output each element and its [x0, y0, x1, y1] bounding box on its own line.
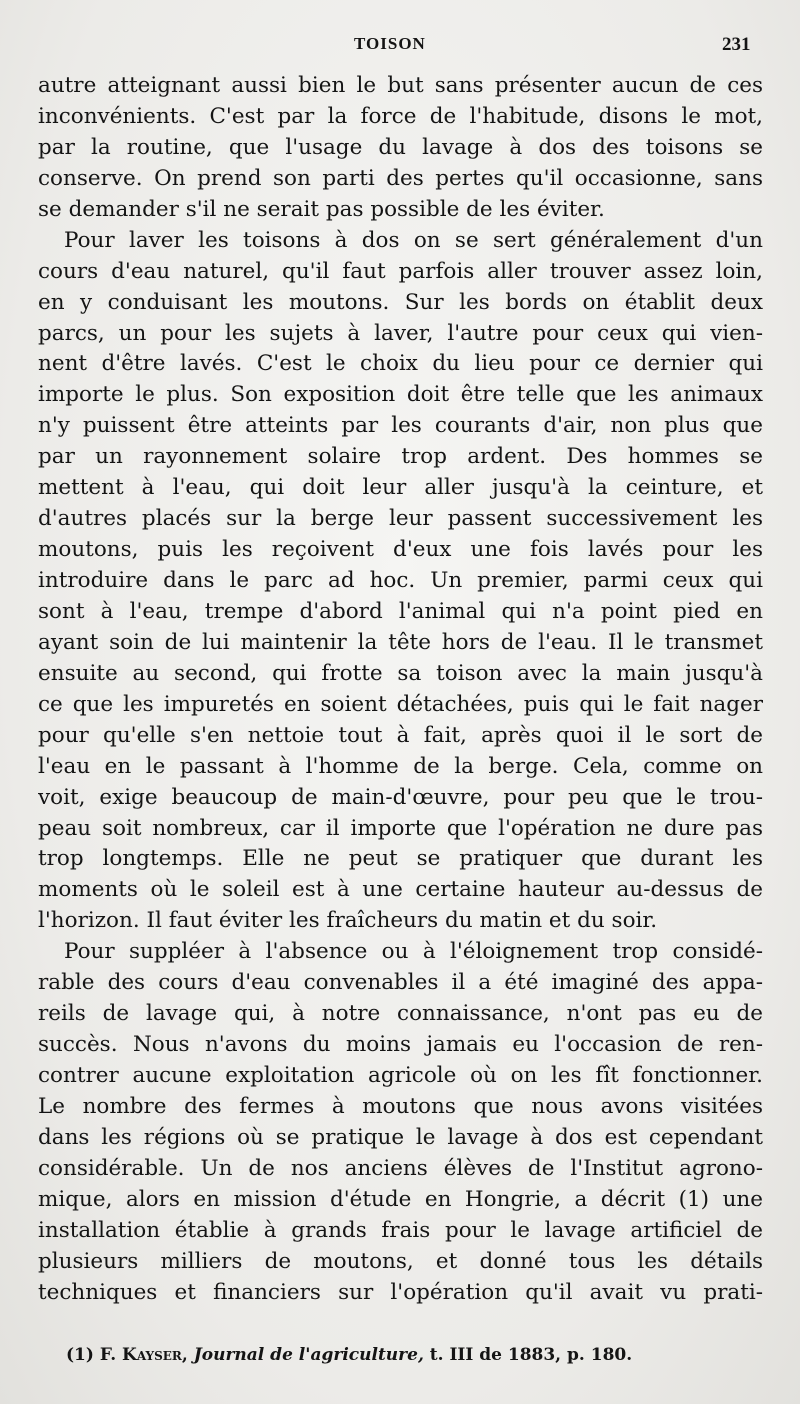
text-line: contrer aucune exploitation agricole où on les fît fonctionner.: [38, 1063, 763, 1088]
text-line: cours d'eau naturel, qu'il faut parfois aller trouver assez loin,: [38, 258, 763, 284]
text-line: l'eau en le passant à l'homme de la berge. Cela, comme on: [38, 753, 763, 779]
text-line: mique, alors en mission d'étude en Hongrie, a décrit (1) une: [38, 1186, 763, 1212]
text-line: Le nombre des fermes à moutons que nous avons visitées: [38, 1093, 763, 1119]
text-line: trop longtemps. Elle ne peut se pratiquer que durant les: [38, 846, 763, 872]
text-line: Pour suppléer à l'absence ou à l'éloignement trop considé-: [64, 939, 763, 965]
text-line: techniques et financiers sur l'opération qu'il avait vu prati-: [38, 1279, 763, 1305]
text-line: pour qu'elle s'en nettoie tout à fait, après quoi il le sort de: [38, 722, 763, 748]
page-number: 231: [722, 34, 751, 55]
running-title: TOISON: [354, 34, 426, 53]
text-line: plusieurs milliers de moutons, et donné tous les détails: [38, 1248, 763, 1274]
text-line: introduire dans le parc ad hoc. Un premier, parmi ceux qui: [38, 568, 763, 593]
text-line: rable des cours d'eau convenables il a été imaginé des appa-: [38, 970, 763, 996]
text-line: installation établie à grands frais pour le lavage artificiel de: [38, 1217, 763, 1243]
text-line: mettent à l'eau, qui doit leur aller jusqu'à la ceinture, et: [38, 475, 763, 501]
text-line: ce que les impuretés en soient détachées, puis qui le fait nager: [38, 691, 763, 717]
text-line: ensuite au second, qui frotte sa toison avec la main jusqu'à: [38, 660, 763, 686]
text-line: Pour laver les toisons à dos on se sert généralement d'un: [64, 227, 763, 253]
text-line: moutons, puis les reçoivent d'eux une fois lavés pour les: [38, 537, 763, 563]
text-line: voit, exige beaucoup de main-d'œuvre, pour peu que le trou-: [38, 784, 763, 810]
text-line: moments où le soleil est à une certaine hauteur au-dessus de: [38, 877, 763, 903]
text-line: peau soit nombreux, car il importe que l'opération ne dure pas: [38, 815, 763, 841]
text-line: en y conduisant les moutons. Sur les bords on établit deux: [38, 289, 763, 315]
footnote-reference: t. III de 1883, p. 180.: [429, 1345, 633, 1365]
text-line: se demander s'il ne serait pas possible de les éviter.: [38, 196, 605, 222]
text-line: parcs, un pour les sujets à laver, l'autre pour ceux qui vien-: [38, 320, 763, 346]
footnote-journal: Journal de l'agriculture,: [193, 1345, 424, 1365]
text-line: l'horizon. Il faut éviter les fraîcheurs du matin et du soir.: [38, 908, 658, 934]
footnote: [66, 1345, 766, 1365]
text-line: reils de lavage qui, à notre connaissance, n'ont pas eu de: [38, 1001, 763, 1027]
text-line: par un rayonnement solaire trop ardent. Des hommes se: [38, 444, 763, 470]
text-line: autre atteignant aussi bien le but sans présenter aucun de ces: [38, 73, 763, 98]
footnote-author: Kayser,: [122, 1345, 188, 1365]
text-line: inconvénients. C'est par la force de l'habitude, disons le mot,: [38, 103, 763, 129]
footnote-marker: (1) F.: [66, 1345, 117, 1365]
body-text: [38, 71, 763, 1309]
text-line: considérable. Un de nos anciens élèves de l'Institut agrono-: [38, 1155, 763, 1181]
text-line: nent d'être lavés. C'est le choix du lieu pour ce dernier qui: [38, 351, 763, 377]
text-line: succès. Nous n'avons du moins jamais eu l'occasion de ren-: [38, 1032, 763, 1058]
running-head: [0, 34, 800, 58]
text-line: importe le plus. Son exposition doit être telle que les animaux: [38, 382, 763, 408]
text-line: dans les régions où se pratique le lavage à dos est cependant: [38, 1124, 763, 1150]
text-line: sont à l'eau, trempe d'abord l'animal qui n'a point pied en: [38, 598, 763, 624]
text-line: par la routine, que l'usage du lavage à dos des toisons se: [38, 134, 763, 160]
text-line: ayant soin de lui maintenir la tête hors de l'eau. Il le transmet: [38, 629, 763, 655]
text-line: conserve. On prend son parti des pertes qu'il occasionne, sans: [38, 165, 763, 191]
text-line: d'autres placés sur la berge leur passent successivement les: [38, 506, 763, 532]
text-line: n'y puissent être atteints par les courants d'air, non plus que: [38, 413, 763, 439]
